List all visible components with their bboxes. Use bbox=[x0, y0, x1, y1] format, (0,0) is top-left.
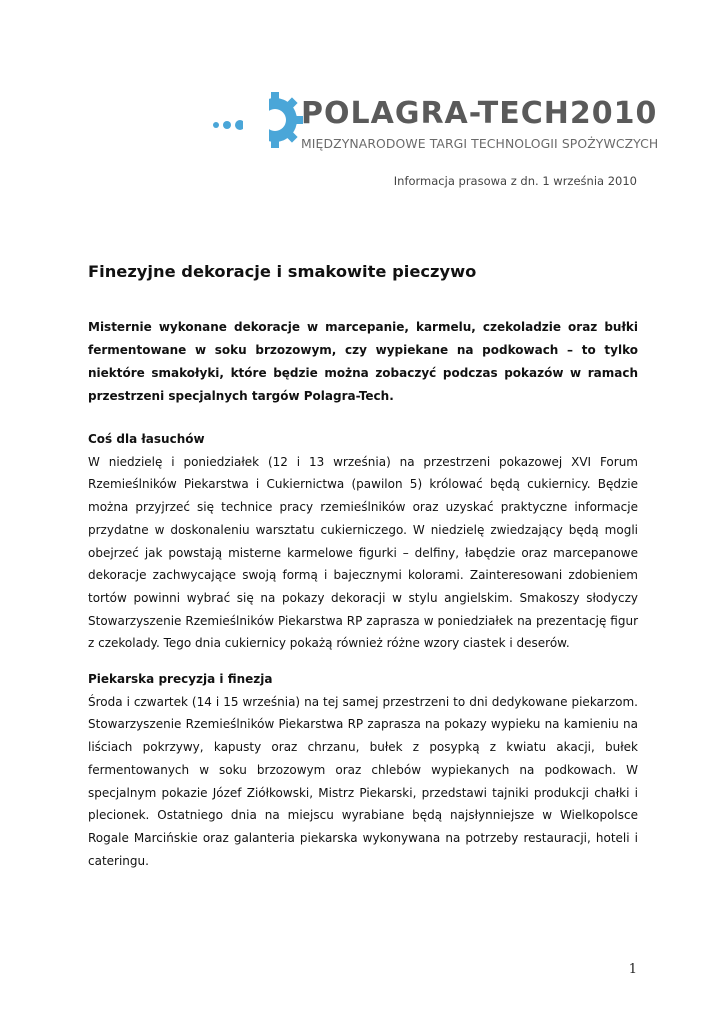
section-heading: Piekarska precyzja i finezja bbox=[88, 672, 273, 686]
gear-icon bbox=[243, 88, 307, 152]
lead-paragraph: Misternie wykonane dekoracje w marcepanie, karmelu, czekoladzie oraz bułki fermentowane w soku brzozowym, czy wypiekane na podkowach – to tylko niektóre smakołyki, które będzie można zobaczyć podczas pokazów w ramach przestrzeni specjalnych targów Polagra-Tech. bbox=[88, 320, 638, 403]
section-body: Środa i czwartek (14 i 15 września) na tej samej przestrzeni to dni dedykowane piekarzom. Stowarzyszenie Rzemieślników Piekarstwa RP zaprasza na pokazy wypieku na kamieniu na liściach pokrzywy, kapusty oraz chrzanu, bułek z posypką z kwiatu akacji, bułek fermentowanych w soku brzozowym oraz chlebów wypiekanych na podkowach. W specjalnym pokazie Józef Ziółkowski, Mistrz Piekarski, przedstawi tajniki produkcji chałki i plecionek. Ostatniego dnia na miejscu wyrabiane będą najsłynniejsze w Wielkopolsce Rogale Marcińskie oraz galanteria piekarska wykonywana na potrzeby restauracji, hoteli i cateringu. bbox=[88, 694, 638, 868]
polagra-tech-logo bbox=[213, 86, 659, 158]
page-number: 1 bbox=[628, 962, 637, 977]
logo-subtitle: MIĘDZYNARODOWE TARGI TECHNOLOGII SPOŻYWCZYCH bbox=[301, 136, 659, 151]
press-release-date: Informacja prasowa z dn. 1 września 2010 bbox=[393, 174, 637, 188]
logo-brand: POLAGRA-TECH bbox=[301, 96, 570, 131]
section-bakery bbox=[88, 668, 638, 872]
section-heading: Coś dla łasuchów bbox=[88, 432, 205, 446]
logo-wordmark bbox=[301, 96, 657, 131]
section-body: W niedzielę i poniedziałek (12 i 13 września) na przestrzeni pokazowej XVI Forum Rzemieślników Piekarstwa i Cukiernictwa (pawilon 5) królować będą cukiernicy. Będzie można przyjrzeć się technice pracy rzemieślników oraz uzyskać praktyczne informacje przydatne w doskonaleniu warsztatu cukierniczego. W niedzielę zwiedzający będą mogli obejrzeć jak powstają misterne karmelowe figurki – delfiny, łabędzie oraz marcepanowe dekoracje zachwycające swoją formą i bajecznymi kolorami. Zainteresowani zdobieniem tortów powinni wybrać się na pokazy dekoracji w stylu angielskim. Smakoszy słodyczy Stowarzyszenie Rzemieślników Piekarstwa RP zaprasza w poniedziałek na prezentację figur z czekolady. Tego dnia cukiernicy pokażą również różne wzory ciastek i deserów. bbox=[88, 454, 638, 651]
document-title: Finezyjne dekoracje i smakowite pieczywo bbox=[88, 262, 477, 281]
section-sweets bbox=[88, 428, 638, 655]
logo-year: 2010 bbox=[569, 96, 658, 131]
